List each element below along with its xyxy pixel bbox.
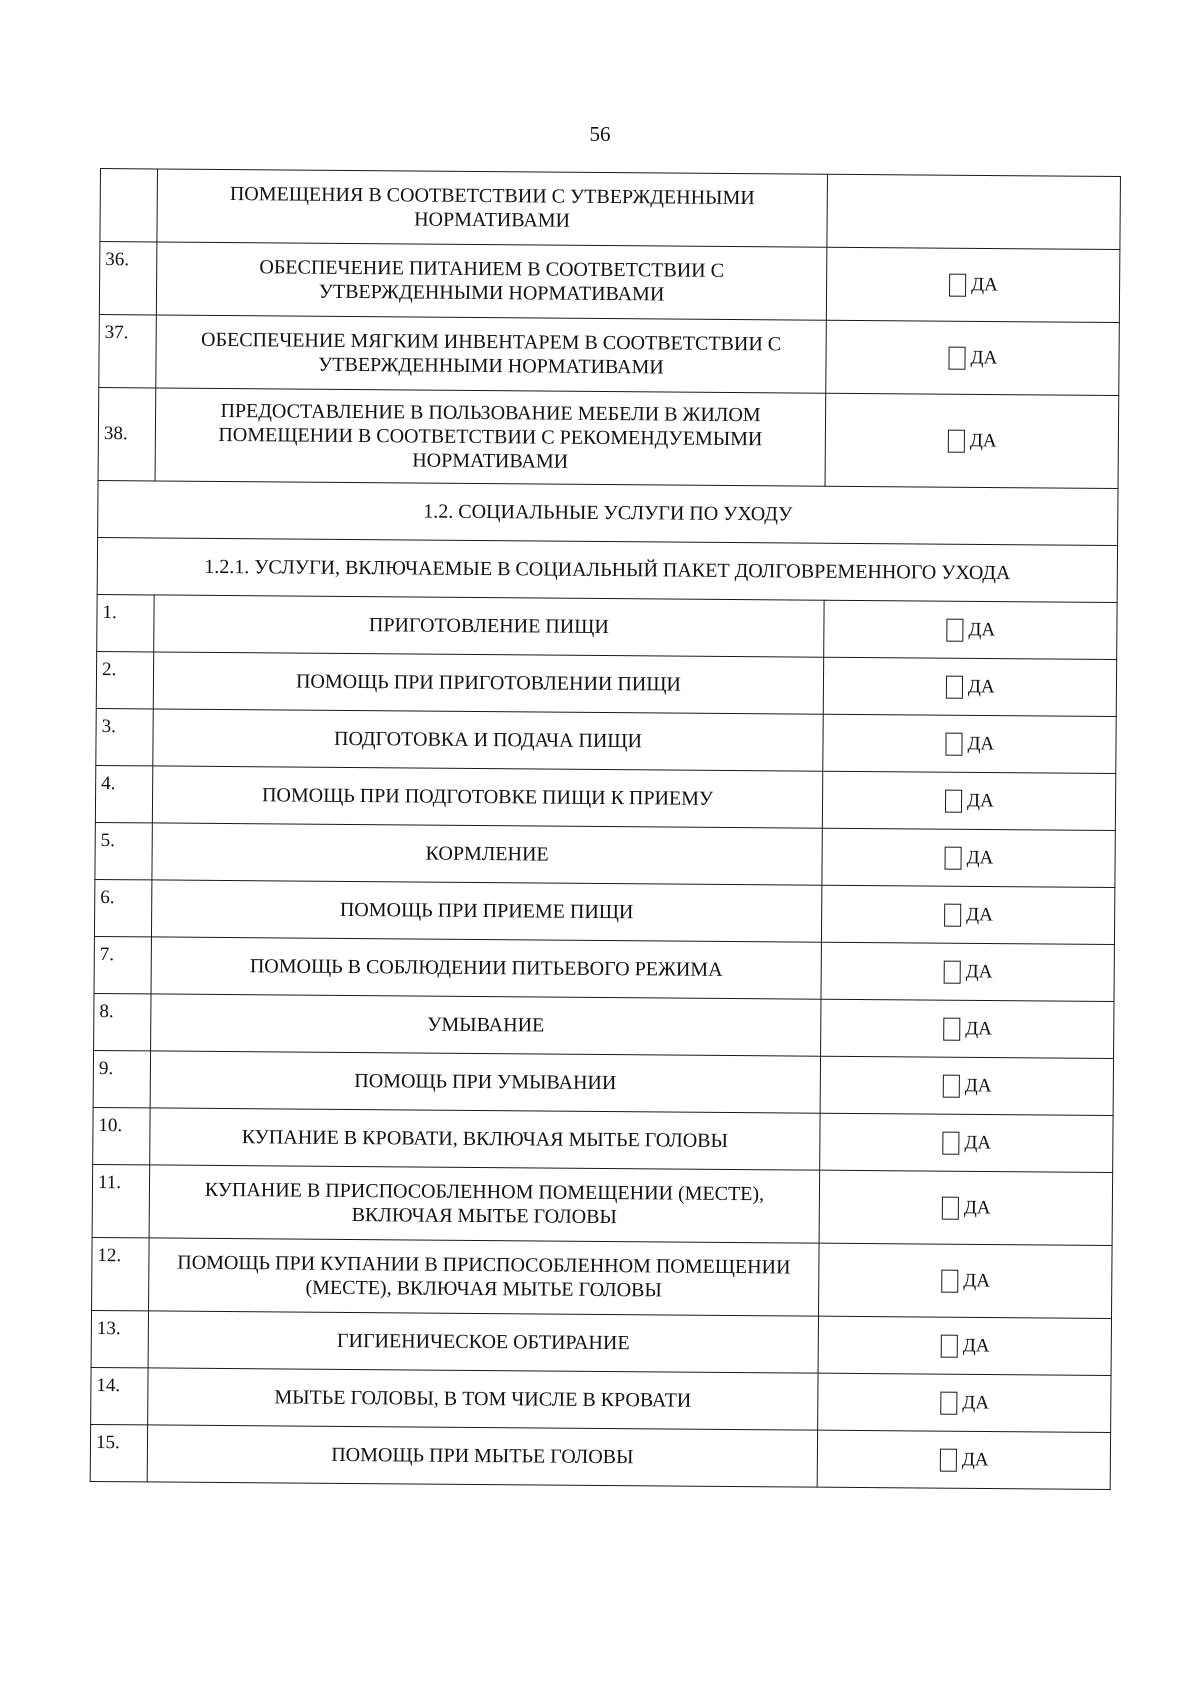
- checkbox-icon[interactable]: [941, 1335, 958, 1358]
- service-name: ПОМОЩЬ ПРИ ПОДГОТОВКЕ ПИЩИ К ПРИЕМУ: [152, 766, 822, 828]
- service-name: КУПАНИЕ В ПРИСПОСОБЛЕННОМ ПОМЕЩЕНИИ (МЕСТЕ), ВКЛЮЧАЯ МЫТЬЕ ГОЛОВЫ: [149, 1165, 820, 1243]
- table-row: [93, 1107, 1113, 1172]
- checkbox-icon[interactable]: [945, 847, 962, 870]
- row-number: 8.: [94, 993, 151, 1050]
- check-label: ДА: [967, 733, 995, 755]
- service-name: ПОМОЩЬ ПРИ УМЫВАНИИ: [150, 1051, 820, 1113]
- row-number: 37.: [99, 314, 157, 387]
- check-label: ДА: [967, 676, 995, 698]
- check-label: ДА: [968, 619, 996, 641]
- service-name: ПРИГОТОВЛЕНИЕ ПИЩИ: [154, 595, 824, 657]
- row-number: [100, 169, 158, 242]
- checkbox-icon[interactable]: [948, 430, 965, 453]
- row-number: 10.: [93, 1107, 150, 1164]
- check-label: ДА: [965, 1018, 993, 1040]
- row-number: 14.: [91, 1367, 148, 1424]
- services-table: [90, 168, 1121, 1490]
- check-label: ДА: [966, 790, 994, 812]
- section-row: [98, 480, 1118, 545]
- check-label: ДА: [964, 1132, 992, 1154]
- table-row: [92, 1164, 1113, 1245]
- check-cell: [825, 393, 1119, 488]
- row-number: 6.: [94, 879, 151, 936]
- table-row: [96, 651, 1116, 716]
- check-label: ДА: [971, 274, 998, 296]
- row-number: 12.: [92, 1237, 150, 1310]
- check-cell: [818, 1316, 1111, 1375]
- row-number: 5.: [95, 822, 152, 879]
- service-name: ПОМОЩЬ ПРИ ПРИГОТОВЛЕНИИ ПИЩИ: [153, 652, 823, 714]
- service-name: ПРЕДОСТАВЛЕНИЕ В ПОЛЬЗОВАНИЕ МЕБЕЛИ В ЖИЛОМ ПОМЕЩЕНИИ В СООТВЕТСТВИИ С РЕКОМЕНДУЕМЫМИ НОРМАТИВАМИ: [155, 388, 826, 486]
- checkbox-icon[interactable]: [943, 1075, 960, 1098]
- table-row: [93, 1050, 1113, 1115]
- checkbox-icon[interactable]: [946, 676, 963, 699]
- page-number: 56: [589, 122, 611, 146]
- checkbox-icon[interactable]: [948, 347, 965, 370]
- table-row-continuation: [100, 169, 1121, 250]
- table-row: [95, 765, 1115, 830]
- table-row: [95, 822, 1115, 887]
- row-number: 38.: [98, 387, 156, 480]
- service-name: ПОМОЩЬ В СОБЛЮДЕНИИ ПИТЬЕВОГО РЕЖИМА: [151, 937, 821, 999]
- check-cell: [820, 1113, 1113, 1172]
- row-number: 3.: [96, 708, 153, 765]
- check-label: ДА: [961, 1449, 989, 1471]
- check-label: ДА: [962, 1392, 990, 1414]
- subsection-row: [97, 537, 1117, 602]
- check-label: ДА: [964, 1075, 992, 1097]
- check-cell: [826, 247, 1120, 322]
- service-name: ПОМОЩЬ ПРИ МЫТЬЕ ГОЛОВЫ: [147, 1425, 817, 1487]
- service-name: ПОМЕЩЕНИЯ В СООТВЕТСТВИИ С УТВЕРЖДЕННЫМИ НОРМАТИВАМИ: [157, 169, 828, 247]
- section-title: 1.2. СОЦИАЛЬНЫЕ УСЛУГИ ПО УХОДУ: [98, 480, 1118, 545]
- checkbox-icon[interactable]: [943, 1018, 960, 1041]
- row-number: 7.: [94, 936, 151, 993]
- row-number: 9.: [93, 1050, 150, 1107]
- service-name: УМЫВАНИЕ: [151, 994, 821, 1056]
- row-number: 13.: [91, 1310, 148, 1367]
- check-cell: [821, 885, 1114, 944]
- check-cell: [823, 714, 1116, 773]
- checkbox-icon[interactable]: [941, 1270, 958, 1293]
- checkbox-icon[interactable]: [944, 904, 961, 927]
- service-name: МЫТЬЕ ГОЛОВЫ, В ТОМ ЧИСЛЕ В КРОВАТИ: [148, 1368, 818, 1430]
- service-name: КОРМЛЕНИЕ: [152, 823, 822, 885]
- check-label: ДА: [966, 847, 994, 869]
- check-cell: [819, 1243, 1113, 1318]
- checkbox-icon[interactable]: [940, 1392, 957, 1415]
- table-row: [96, 708, 1116, 773]
- service-name: КУПАНИЕ В КРОВАТИ, ВКЛЮЧАЯ МЫТЬЕ ГОЛОВЫ: [150, 1108, 820, 1170]
- check-label: ДА: [963, 1270, 991, 1292]
- check-cell: [822, 828, 1115, 887]
- service-name: ОБЕСПЕЧЕНИЕ ПИТАНИЕМ В СООТВЕТСТВИИ С УТВЕРЖДЕННЫМИ НОРМАТИВАМИ: [156, 242, 827, 320]
- check-cell: [821, 999, 1114, 1058]
- table-row: [99, 314, 1120, 395]
- table-row: [97, 594, 1117, 659]
- table-row: [90, 1424, 1110, 1489]
- table-row: [91, 1367, 1111, 1432]
- checkbox-icon[interactable]: [949, 274, 966, 297]
- checkbox-icon[interactable]: [945, 790, 962, 813]
- check-label: ДА: [966, 904, 993, 926]
- subsection-title: 1.2.1. УСЛУГИ, ВКЛЮЧАЕМЫЕ В СОЦИАЛЬНЫЙ ПАКЕТ ДОЛГОВРЕМЕННОГО УХОДА: [97, 537, 1117, 602]
- check-cell: [817, 1430, 1110, 1489]
- checkbox-icon[interactable]: [940, 1449, 957, 1472]
- check-cell: [820, 1056, 1113, 1115]
- check-cell-empty: [827, 174, 1121, 249]
- check-cell: [824, 600, 1117, 659]
- service-name: ПОДГОТОВКА И ПОДАЧА ПИЩИ: [153, 709, 823, 771]
- table-row: [94, 993, 1114, 1058]
- check-label: ДА: [963, 1197, 991, 1219]
- row-number: 15.: [90, 1424, 147, 1481]
- check-label: ДА: [969, 430, 997, 452]
- service-name: ПОМОЩЬ ПРИ ПРИЕМЕ ПИЩИ: [151, 880, 821, 942]
- service-name: ГИГИЕНИЧЕСКОЕ ОБТИРАНИЕ: [148, 1311, 818, 1373]
- table-row: [94, 936, 1114, 1001]
- checkbox-icon[interactable]: [945, 733, 962, 756]
- row-number: 2.: [96, 651, 153, 708]
- service-name: ОБЕСПЕЧЕНИЕ МЯГКИМ ИНВЕНТАРЕМ В СООТВЕТСТВИИ С УТВЕРЖДЕННЫМИ НОРМАТИВАМИ: [156, 315, 827, 393]
- check-label: ДА: [970, 347, 998, 369]
- row-number: 36.: [99, 242, 157, 315]
- check-label: ДА: [962, 1335, 990, 1357]
- check-cell: [823, 657, 1116, 716]
- table-row: [91, 1310, 1111, 1375]
- check-cell: [818, 1373, 1111, 1432]
- checkbox-icon[interactable]: [942, 1197, 959, 1220]
- check-cell: [821, 942, 1114, 1001]
- service-name: ПОМОЩЬ ПРИ КУПАНИИ В ПРИСПОСОБЛЕННОМ ПОМЕЩЕНИИ (МЕСТЕ), ВКЛЮЧАЯ МЫТЬЕ ГОЛОВЫ: [149, 1238, 820, 1316]
- check-cell: [819, 1170, 1113, 1245]
- table-row: [99, 242, 1120, 323]
- row-number: 4.: [95, 765, 152, 822]
- table-row: [92, 1237, 1113, 1318]
- checkbox-icon[interactable]: [942, 1132, 959, 1155]
- row-number: 1.: [97, 594, 154, 651]
- check-label: ДА: [965, 961, 993, 983]
- check-cell: [822, 771, 1115, 830]
- check-cell: [826, 320, 1120, 395]
- checkbox-icon[interactable]: [944, 961, 961, 984]
- table-row: [98, 387, 1119, 488]
- row-number: 11.: [92, 1164, 150, 1237]
- table-row: [94, 879, 1114, 944]
- checkbox-icon[interactable]: [946, 619, 963, 642]
